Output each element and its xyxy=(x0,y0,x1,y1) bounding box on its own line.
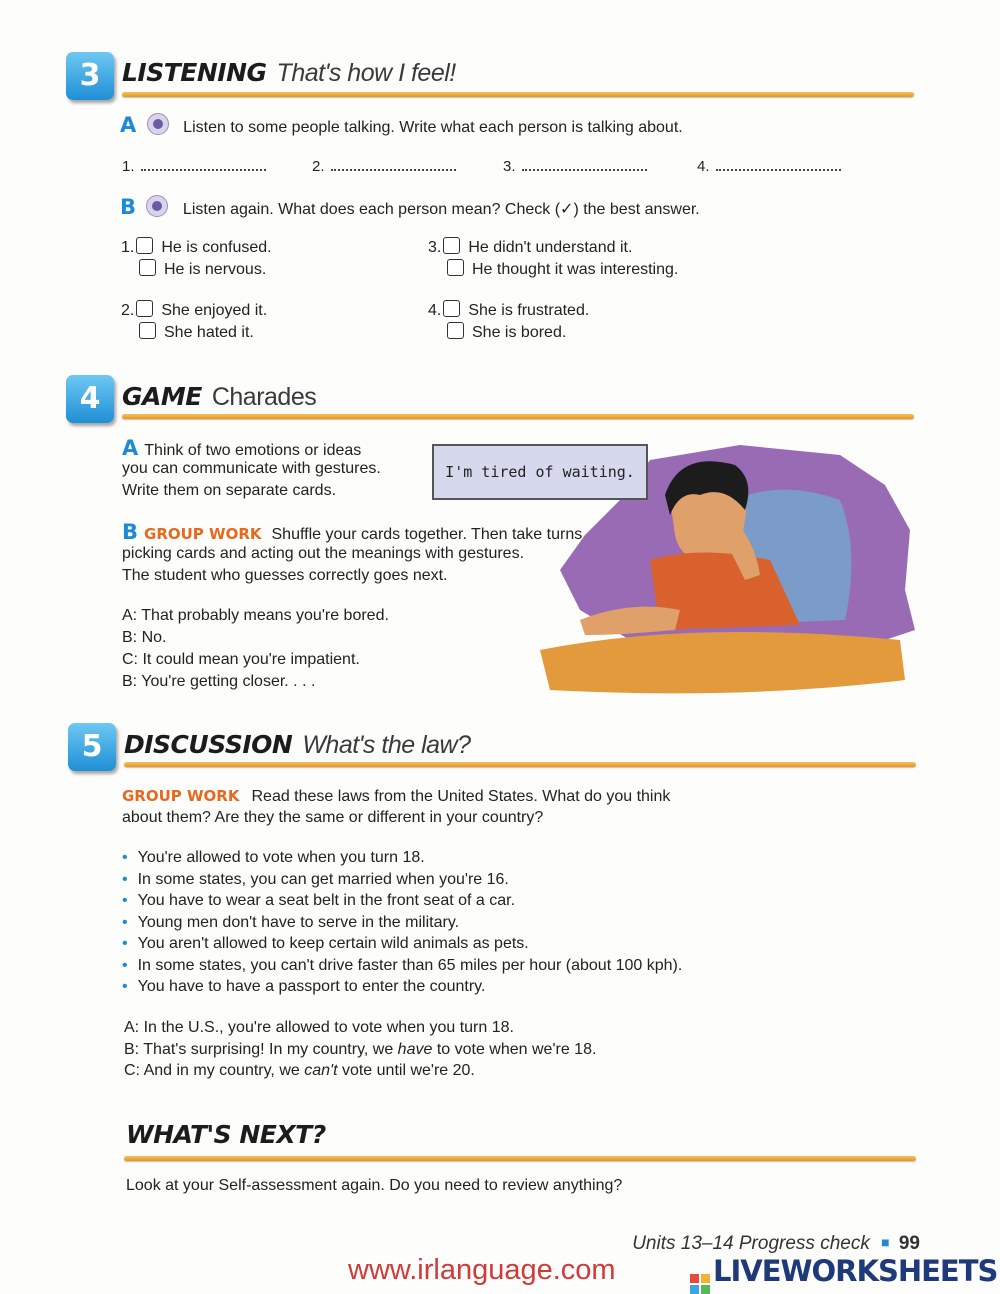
option-label: She is frustrated. xyxy=(468,302,590,319)
answer-blank-3 xyxy=(503,157,647,175)
option-label: She hated it. xyxy=(164,324,254,341)
law-dialog-b xyxy=(124,1039,596,1061)
section-3-badge: 3 xyxy=(66,52,114,100)
question-4-option-1 xyxy=(428,300,589,322)
question-3-number: 3. xyxy=(428,239,442,256)
section-4-subtitle: Charades xyxy=(211,383,317,411)
liveworksheets-text: LIVEWORKSHEETS xyxy=(713,1254,998,1288)
section-4b-line-3: The student who guesses correctly goes next. xyxy=(122,567,448,584)
question-1-option-1 xyxy=(121,237,272,259)
question-2-number: 2. xyxy=(121,302,135,319)
law-text: You have to have a passport to enter the country. xyxy=(137,978,486,995)
blank-2-line[interactable] xyxy=(331,157,456,171)
law-text: You have to wear a seat belt in the front seat of a car. xyxy=(137,892,516,909)
law-dialog-b-em: have xyxy=(397,1041,433,1058)
blank-3-line[interactable] xyxy=(522,157,647,171)
law-dialog-b-post: to vote when we're 18. xyxy=(432,1041,597,1058)
section-5-heading: DISCUSSION xyxy=(124,730,293,759)
option-label: He is confused. xyxy=(161,239,272,256)
table xyxy=(540,632,905,693)
section-5-title xyxy=(124,730,471,760)
section-4-badge: 4 xyxy=(66,375,114,423)
section-5-subtitle: What's the law? xyxy=(302,731,471,759)
square-bullet-icon: ■ xyxy=(881,1234,890,1250)
section-4-heading: GAME xyxy=(122,382,202,411)
answer-blank-2 xyxy=(312,157,456,175)
section-4a-line-3: Write them on separate cards. xyxy=(122,482,337,499)
question-1-number: 1. xyxy=(121,239,135,256)
section-4b-line-2: picking cards and acting out the meanings with gestures. xyxy=(122,545,525,562)
question-3-option-1 xyxy=(428,237,632,259)
bullet-icon: • xyxy=(122,914,128,931)
footer-unit-text: Units 13–14 Progress check xyxy=(632,1233,870,1254)
section-4b-letter: B xyxy=(122,520,139,544)
question-1-option-2 xyxy=(137,259,266,281)
group-work-label: GROUP WORK xyxy=(144,525,262,543)
law-dialog-c-pre: C: And in my country, we xyxy=(124,1062,305,1079)
bullet-icon: • xyxy=(122,978,128,995)
blank-1-label: 1. xyxy=(122,158,135,175)
law-text: You're allowed to vote when you turn 18. xyxy=(137,849,425,866)
section-3-title xyxy=(122,58,456,88)
section-5-rule xyxy=(124,762,916,767)
section-5-intro-line-2: about them? Are they the same or different in your country? xyxy=(122,809,544,826)
liveworksheets-logo-icon xyxy=(690,1274,710,1294)
option-label: He thought it was interesting. xyxy=(472,261,679,278)
bullet-icon: • xyxy=(122,871,128,888)
law-dialog-a: A: In the U.S., you're allowed to vote when you turn 18. xyxy=(124,1019,514,1036)
dialog-line-4: B: You're getting closer. . . . xyxy=(122,673,316,690)
blank-1-line[interactable] xyxy=(141,157,266,171)
law-item xyxy=(122,955,682,977)
question-3-option-2 xyxy=(445,259,678,281)
question-2-option-2 xyxy=(137,322,254,344)
law-text: You aren't allowed to keep certain wild animals as pets. xyxy=(137,935,529,952)
section-5-intro-text-1: Read these laws from the United States. What do you think xyxy=(251,788,671,805)
checkbox[interactable] xyxy=(136,237,153,254)
audio-play-icon[interactable] xyxy=(146,195,168,217)
law-text: Young men don't have to serve in the military. xyxy=(137,914,460,931)
whats-next-title: WHAT'S NEXT? xyxy=(126,1120,326,1149)
law-item xyxy=(122,890,515,912)
law-item xyxy=(122,933,529,955)
law-dialog-b-pre: B: That's surprising! In my country, we xyxy=(124,1041,398,1058)
checkbox[interactable] xyxy=(139,259,156,276)
page-number: 99 xyxy=(898,1233,920,1254)
section-3-subtitle: That's how I feel! xyxy=(276,59,456,87)
blank-4-line[interactable] xyxy=(716,157,841,171)
option-label: She is bored. xyxy=(472,324,567,341)
bullet-icon: • xyxy=(122,957,128,974)
section-4a-letter: A xyxy=(122,436,139,460)
section-3b-letter: B xyxy=(120,195,137,219)
bullet-icon: • xyxy=(122,935,128,952)
section-4b-text-1: Shuffle your cards together. Then take turns xyxy=(271,526,583,543)
checkbox[interactable] xyxy=(136,300,153,317)
section-4a-line-2: you can communicate with gestures. xyxy=(122,460,381,477)
section-3b-instruction-line xyxy=(120,195,700,221)
section-3a-instruction: Listen to some people talking. Write what each person is talking about. xyxy=(183,119,683,136)
checkbox[interactable] xyxy=(139,322,156,339)
checkbox[interactable] xyxy=(447,322,464,339)
law-item xyxy=(122,912,459,934)
whats-next-text: Look at your Self-assessment again. Do you need to review anything? xyxy=(126,1177,623,1194)
law-dialog-c-post: vote until we're 20. xyxy=(337,1062,475,1079)
checkbox[interactable] xyxy=(443,237,460,254)
blank-3-label: 3. xyxy=(503,158,516,175)
section-4-title xyxy=(122,382,316,412)
law-dialog-c-em: can't xyxy=(304,1062,338,1079)
section-4a-text-1: Think of two emotions or ideas xyxy=(144,442,362,459)
whats-next-rule xyxy=(124,1156,916,1161)
section-3a-instruction-line xyxy=(120,113,683,139)
option-label: She enjoyed it. xyxy=(161,302,268,319)
dialog-line-3: C: It could mean you're impatient. xyxy=(122,651,360,668)
section-3b-instruction: Listen again. What does each person mean? Check (✓) the best answer. xyxy=(182,201,700,218)
law-text: In some states, you can get married when you're 16. xyxy=(137,871,509,888)
dialog-line-1: A: That probably means you're bored. xyxy=(122,607,389,624)
law-dialog-c xyxy=(124,1060,475,1082)
section-3-rule xyxy=(122,92,914,97)
checkbox[interactable] xyxy=(443,300,460,317)
law-item xyxy=(122,869,509,891)
footer-unit-label xyxy=(632,1233,920,1255)
answer-blank-4 xyxy=(697,157,841,175)
law-item xyxy=(122,976,485,998)
question-4-option-2 xyxy=(445,322,566,344)
section-3a-letter: A xyxy=(120,113,137,137)
section-5-badge: 5 xyxy=(68,723,116,771)
section-3-heading: LISTENING xyxy=(122,58,267,87)
checkbox[interactable] xyxy=(447,259,464,276)
question-2-option-1 xyxy=(121,300,267,322)
answer-blank-1 xyxy=(122,157,266,175)
question-4-number: 4. xyxy=(428,302,442,319)
source-url[interactable]: www.irlanguage.com xyxy=(348,1254,616,1286)
bullet-icon: • xyxy=(122,849,128,866)
option-label: He is nervous. xyxy=(164,261,267,278)
speech-card: I'm tired of waiting. xyxy=(432,444,648,500)
audio-play-icon[interactable] xyxy=(147,113,169,135)
dialog-line-2: B: No. xyxy=(122,629,167,646)
law-item xyxy=(122,847,425,869)
blank-4-label: 4. xyxy=(697,158,710,175)
group-work-label: GROUP WORK xyxy=(122,787,240,805)
law-text: In some states, you can't drive faster than 65 miles per hour (about 100 kph). xyxy=(137,957,683,974)
bullet-icon: • xyxy=(122,892,128,909)
liveworksheets-brand xyxy=(690,1254,997,1294)
option-label: He didn't understand it. xyxy=(468,239,633,256)
blank-2-label: 2. xyxy=(312,158,325,175)
section-4-rule xyxy=(122,414,914,419)
section-5-intro-line-1 xyxy=(122,785,670,808)
